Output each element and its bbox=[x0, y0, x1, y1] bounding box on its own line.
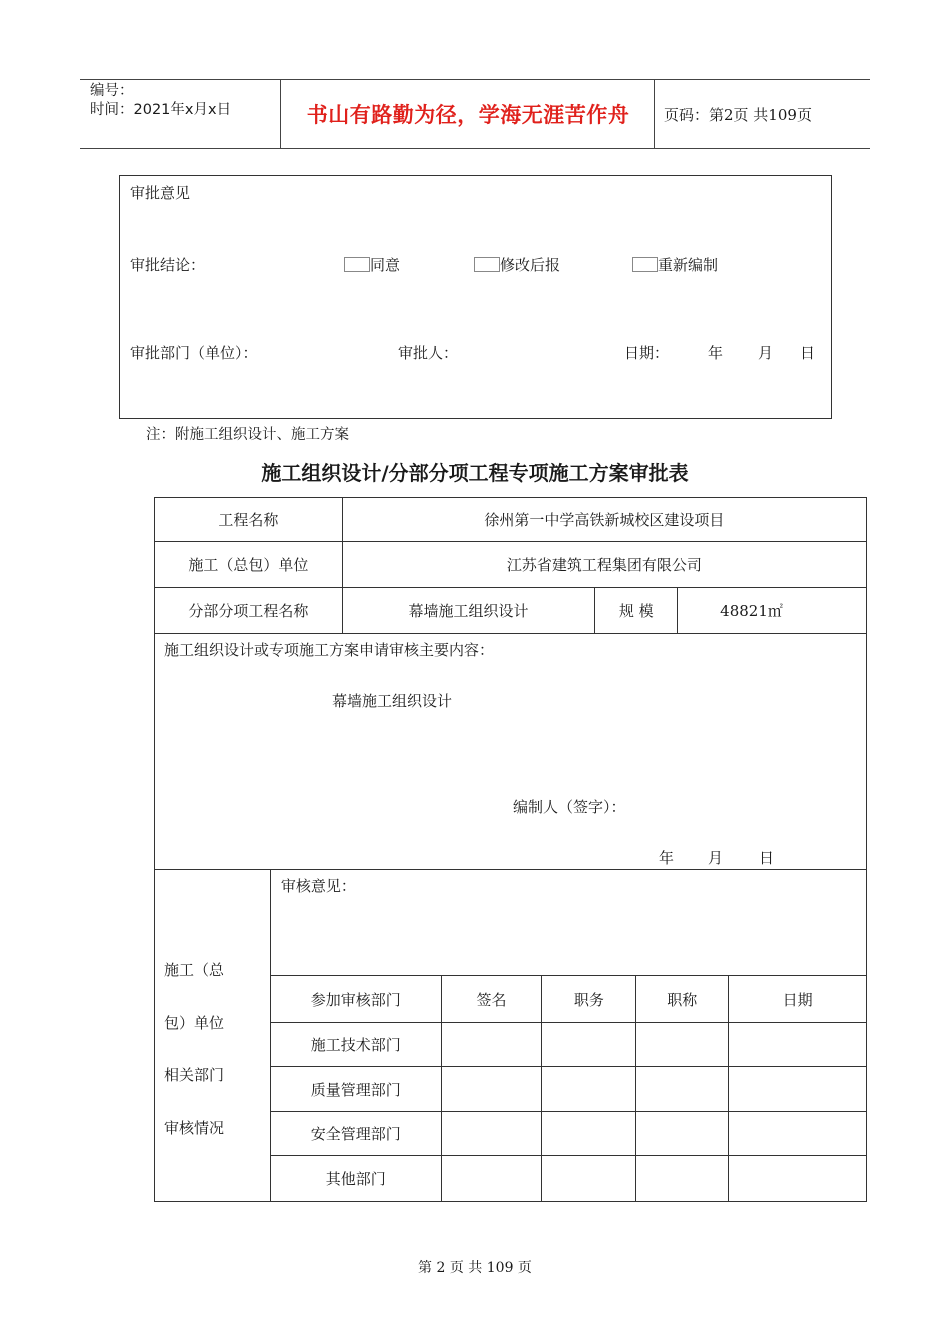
side-label-line: 审核情况 bbox=[164, 1118, 225, 1137]
option-revise[interactable] bbox=[474, 254, 560, 275]
review-title-cell[interactable] bbox=[636, 1156, 729, 1202]
content-label: 施工组织设计或专项施工方案申请审核主要内容： bbox=[164, 641, 495, 659]
review-table bbox=[154, 869, 867, 1202]
review-date-cell[interactable] bbox=[729, 1023, 867, 1067]
contractor-value: 江苏省建筑工程集团有限公司 bbox=[342, 542, 866, 588]
project-name-value: 徐州第一中学高铁新城校区建设项目 bbox=[342, 498, 866, 542]
review-header-date: 日期 bbox=[729, 976, 867, 1023]
approval-dept-label: 审批部门（单位）： bbox=[130, 344, 258, 362]
review-signature-cell[interactable] bbox=[441, 1112, 542, 1156]
side-label-line: 相关部门 bbox=[164, 1066, 225, 1084]
review-position-cell[interactable] bbox=[542, 1067, 636, 1112]
header-motto: 书山有路勤为径，学海无涯苦作舟 bbox=[306, 102, 630, 127]
content-day: 日 bbox=[759, 849, 775, 867]
approver-label: 审批人： bbox=[398, 344, 459, 362]
review-dept-name: 质量管理部门 bbox=[270, 1067, 441, 1112]
checkbox-redo[interactable] bbox=[632, 257, 658, 272]
option-redo-label: 重新编制 bbox=[658, 256, 719, 274]
option-agree-label: 同意 bbox=[370, 256, 401, 274]
review-signature-cell[interactable] bbox=[441, 1156, 542, 1202]
project-name-label: 工程名称 bbox=[155, 498, 343, 542]
side-label-line: 包）单位 bbox=[164, 1013, 225, 1032]
review-header-signature: 签名 bbox=[441, 976, 542, 1023]
review-title-cell[interactable] bbox=[636, 1112, 729, 1156]
project-info-table bbox=[154, 497, 867, 870]
approval-date-label: 日期： bbox=[624, 344, 670, 362]
review-title-cell[interactable] bbox=[636, 1067, 729, 1112]
review-signature-cell[interactable] bbox=[441, 1067, 542, 1112]
number-label: 编号： bbox=[90, 83, 134, 99]
checkbox-agree[interactable] bbox=[344, 257, 370, 272]
approval-conclusion-label: 审批结论： bbox=[130, 256, 206, 274]
review-date-cell[interactable] bbox=[729, 1112, 867, 1156]
page-footer: 第 2 页 共 109 页 bbox=[418, 1260, 532, 1276]
review-dept-name: 安全管理部门 bbox=[270, 1112, 441, 1156]
form-title: 施工组织设计/分部分项工程专项施工方案审批表 bbox=[261, 461, 689, 485]
checkbox-revise[interactable] bbox=[474, 257, 500, 272]
review-signature-cell[interactable] bbox=[441, 1023, 542, 1067]
option-redo[interactable] bbox=[632, 254, 718, 275]
approval-month: 月 bbox=[758, 344, 774, 362]
review-header-position: 职务 bbox=[542, 976, 636, 1023]
time-label: 时间：2021年x月x日 bbox=[90, 102, 232, 118]
content-value: 幕墙施工组织设计 bbox=[332, 692, 453, 710]
approval-opinion-label: 审批意见 bbox=[130, 184, 191, 202]
approval-box bbox=[119, 175, 832, 419]
content-cell bbox=[155, 634, 867, 870]
approval-day: 日 bbox=[800, 344, 816, 362]
header-divider bbox=[654, 80, 655, 148]
page-header bbox=[80, 79, 870, 149]
header-meta bbox=[90, 82, 231, 120]
header-page-info: 页码：第2页 共109页 bbox=[664, 106, 812, 124]
header-divider bbox=[280, 80, 281, 148]
review-dept-name: 施工技术部门 bbox=[270, 1023, 441, 1067]
review-header-dept: 参加审核部门 bbox=[270, 976, 441, 1023]
review-position-cell[interactable] bbox=[542, 1112, 636, 1156]
subproject-value: 幕墙施工组织设计 bbox=[342, 588, 595, 634]
content-month: 月 bbox=[708, 849, 724, 867]
contractor-label: 施工（总包）单位 bbox=[155, 542, 343, 588]
attachment-note: 注：附施工组织设计、施工方案 bbox=[146, 427, 349, 443]
subproject-label: 分部分项工程名称 bbox=[155, 588, 343, 634]
approval-year: 年 bbox=[708, 344, 724, 362]
option-revise-label: 修改后报 bbox=[500, 256, 561, 274]
review-opinion-cell bbox=[270, 870, 866, 976]
review-header-title: 职称 bbox=[636, 976, 729, 1023]
review-position-cell[interactable] bbox=[542, 1023, 636, 1067]
scale-value: 48821㎡ bbox=[678, 588, 867, 634]
review-date-cell[interactable] bbox=[729, 1156, 867, 1202]
review-opinion-label: 审核意见： bbox=[280, 877, 356, 895]
review-side-label bbox=[155, 870, 271, 1202]
review-position-cell[interactable] bbox=[542, 1156, 636, 1202]
scale-label: 规 模 bbox=[595, 588, 678, 634]
review-title-cell[interactable] bbox=[636, 1023, 729, 1067]
content-year: 年 bbox=[659, 849, 675, 867]
review-date-cell[interactable] bbox=[729, 1067, 867, 1112]
review-dept-name: 其他部门 bbox=[270, 1156, 441, 1202]
side-label-line: 施工（总 bbox=[164, 961, 225, 979]
compiler-label: 编制人（签字）： bbox=[513, 798, 626, 816]
option-agree[interactable] bbox=[344, 254, 400, 275]
